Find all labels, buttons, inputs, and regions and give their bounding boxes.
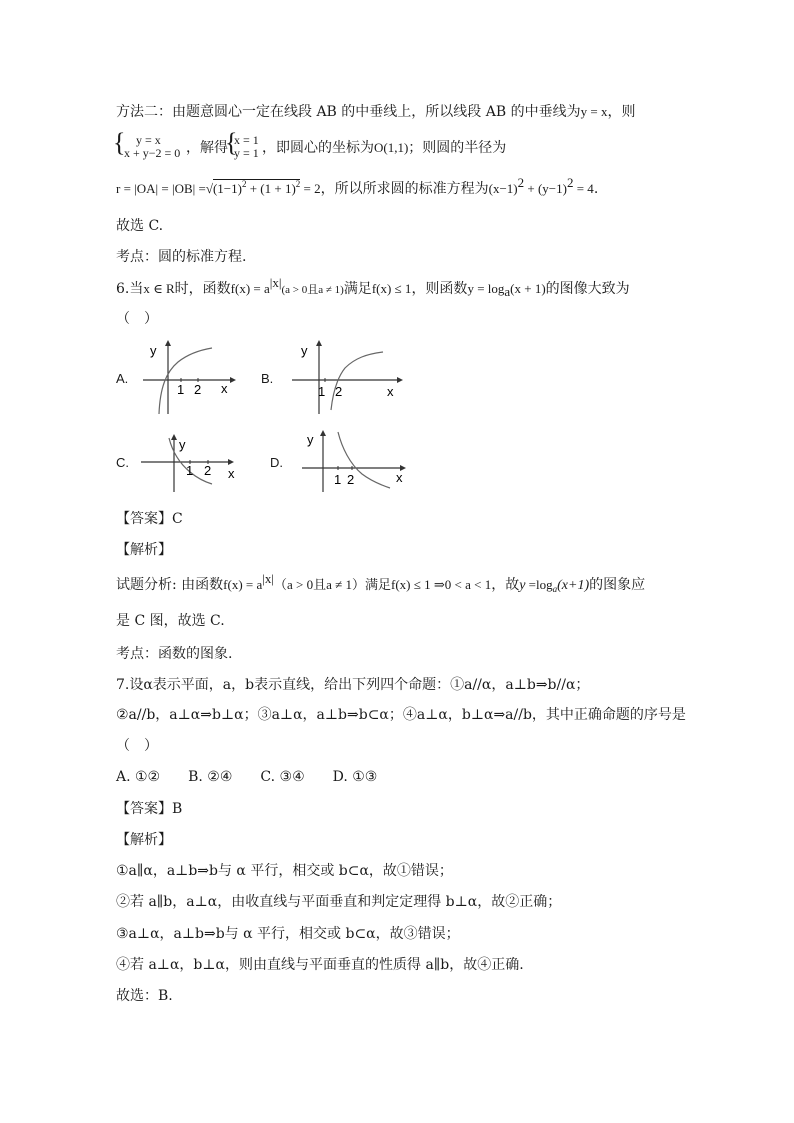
exponent: |x|: [262, 571, 274, 586]
q7-analysis-head: 【解析】: [116, 832, 172, 848]
q6-blank: （ ）: [116, 311, 158, 327]
text: .: [593, 181, 599, 197]
q7-stem-line2: ②a//b，a⊥α⇒b⊥α；③a⊥α，a⊥b⇒b⊂α；④a⊥α，b⊥α⇒a//b，其中正确命题的序号是: [116, 707, 686, 723]
text: ，所以所求圆的标准方程为: [320, 181, 489, 197]
q6-stem: [116, 275, 630, 299]
y-axis-label: y: [301, 343, 308, 358]
system-1-bottom: x + y−2 = 0: [124, 146, 181, 160]
text: ，则函数: [411, 281, 468, 297]
text: ，即圆心的坐标为: [262, 140, 374, 156]
std-eq: (x−1): [488, 181, 518, 196]
text: 6.当: [116, 281, 144, 297]
text: 方法二：由题意圆心一定在线段 AB 的中垂线上，所以线段 AB 的中垂线为: [116, 104, 581, 120]
q7-stem-line1: 7.设α表示平面，a，b表示直线，给出下列四个命题：①a//α，a⊥b⇒b//α；: [116, 677, 590, 693]
system-1-top: y = x: [136, 133, 161, 147]
exponent: 2: [517, 175, 525, 190]
q7-answer: 【答案】B: [116, 801, 183, 817]
x-axis-label: x: [396, 470, 403, 485]
tick-label-2: 2: [347, 472, 355, 487]
system-2-bottom: y = 1: [234, 146, 259, 160]
exponent: 2: [295, 179, 301, 189]
method2-kaodian: 考点：圆的标准方程.: [116, 249, 247, 265]
std-eq: + (y−1): [524, 181, 567, 196]
option-c-label: C.: [116, 455, 129, 470]
brace: {: [225, 128, 238, 157]
text: 时，函数: [174, 281, 231, 297]
condition: （a > 0且a ≠ 1）满足: [273, 577, 391, 592]
exponent: 2: [241, 179, 247, 189]
tick-label-1: 1: [186, 463, 194, 478]
log-function: =log: [525, 577, 553, 592]
text: 的图象应: [589, 577, 646, 593]
tick-label-2: 2: [204, 463, 212, 478]
q7-choices: A. ①② B. ②④ C. ③④ D. ①③: [116, 769, 378, 785]
function: f(x) = a: [223, 577, 263, 592]
system-1: [124, 134, 180, 160]
solve-text: ，解得: [186, 140, 228, 156]
y-axis-label: y: [150, 343, 157, 358]
q7-end: 故选：B.: [116, 988, 173, 1004]
q6-analysis-head: 【解析】: [116, 542, 172, 558]
option-d-graph: [300, 426, 415, 496]
tick-label-2: 2: [194, 382, 202, 397]
radius-lhs: r = |OA| = |OB| =: [116, 181, 206, 196]
log-base: a: [552, 584, 558, 594]
log-arg: (x+1): [557, 578, 590, 593]
method2-line1: [116, 103, 635, 121]
text: 满足: [343, 281, 372, 297]
radius-line: $r = |OA| = |OB| =√(1-1)^2 + (1 + 1)^2 = 2$，所以所求圆的标准方程为$(x-1)^2 + (y-1)^2 = 4$.: [116, 175, 599, 197]
log-function: y = log: [467, 281, 505, 296]
q6-analysis-line2: 是 C 图，故选 C.: [116, 613, 225, 629]
q7-analysis-1: ①a∥α，a⊥b⇒b与 α 平行，相交或 b⊂α，故①错误；: [116, 863, 453, 879]
center-line: [262, 139, 506, 157]
text: ；则圆的半径为: [408, 140, 507, 156]
text: ，则: [607, 104, 636, 120]
y-var: y: [519, 578, 526, 593]
tick-label-1: 1: [334, 472, 342, 487]
text: 的图像大致为: [545, 281, 630, 297]
q6-kaodian: 考点：函数的图象.: [116, 646, 233, 662]
y-axis-label: y: [307, 432, 314, 447]
tick-label-1: 1: [177, 382, 185, 397]
center-coord: O(1,1): [374, 140, 409, 155]
q7-analysis-3: ③a⊥α，a⊥b⇒b与 α 平行，相交或 b⊂α，故③错误；: [116, 926, 460, 942]
option-a-label: A.: [116, 371, 129, 386]
y-axis-label: y: [179, 437, 186, 452]
condition: x ∈ R: [143, 281, 175, 296]
equation: y = x: [580, 104, 608, 119]
q6-answer: 【答案】C: [116, 511, 183, 527]
log-base: a: [504, 284, 511, 299]
system-2: [234, 134, 259, 160]
text: 试题分析: 由函数: [116, 577, 224, 593]
option-b-graph: [287, 338, 407, 418]
x-axis-label: x: [221, 381, 228, 396]
std-eq: = 4: [573, 181, 594, 196]
tick-label-2: 2: [335, 384, 343, 399]
log-arg: (x + 1): [510, 281, 546, 296]
x-axis-label: x: [228, 466, 235, 481]
tick-label-1: 1: [318, 384, 326, 399]
q7-analysis-4: ④若 a⊥α，b⊥α，则由直线与平面垂直的性质得 a∥b，故④正确.: [116, 957, 524, 973]
radius-term: + (1 + 1): [246, 181, 296, 196]
option-b-label: B.: [261, 371, 274, 386]
implication: ⇒0 < a < 1: [430, 577, 492, 592]
function: f(x) = a: [230, 281, 270, 296]
radius-term: (1−1): [212, 181, 242, 196]
option-a-graph: [138, 338, 238, 418]
exponent: 2: [566, 175, 574, 190]
inequality: f(x) ≤ 1: [371, 281, 412, 296]
exponent: |x|: [269, 275, 282, 290]
method2-answer: 故选 C.: [116, 218, 164, 234]
radius-result: = 2: [300, 181, 321, 196]
inequality: f(x) ≤ 1: [391, 577, 431, 592]
x-axis-label: x: [387, 384, 394, 399]
text: ，故: [491, 577, 520, 593]
system-2-top: x = 1: [234, 133, 259, 147]
option-c-graph: [138, 432, 248, 497]
q7-blank: （ ）: [116, 738, 158, 754]
q7-analysis-2: ②若 a∥b，a⊥α，由收直线与平面垂直和判定定理得 b⊥α，故②正确；: [116, 894, 562, 910]
option-d-label: D.: [270, 455, 283, 470]
condition: (a > 0且a ≠ 1): [281, 284, 344, 296]
brace: {: [113, 128, 126, 157]
q6-analysis-line1: [116, 571, 646, 595]
